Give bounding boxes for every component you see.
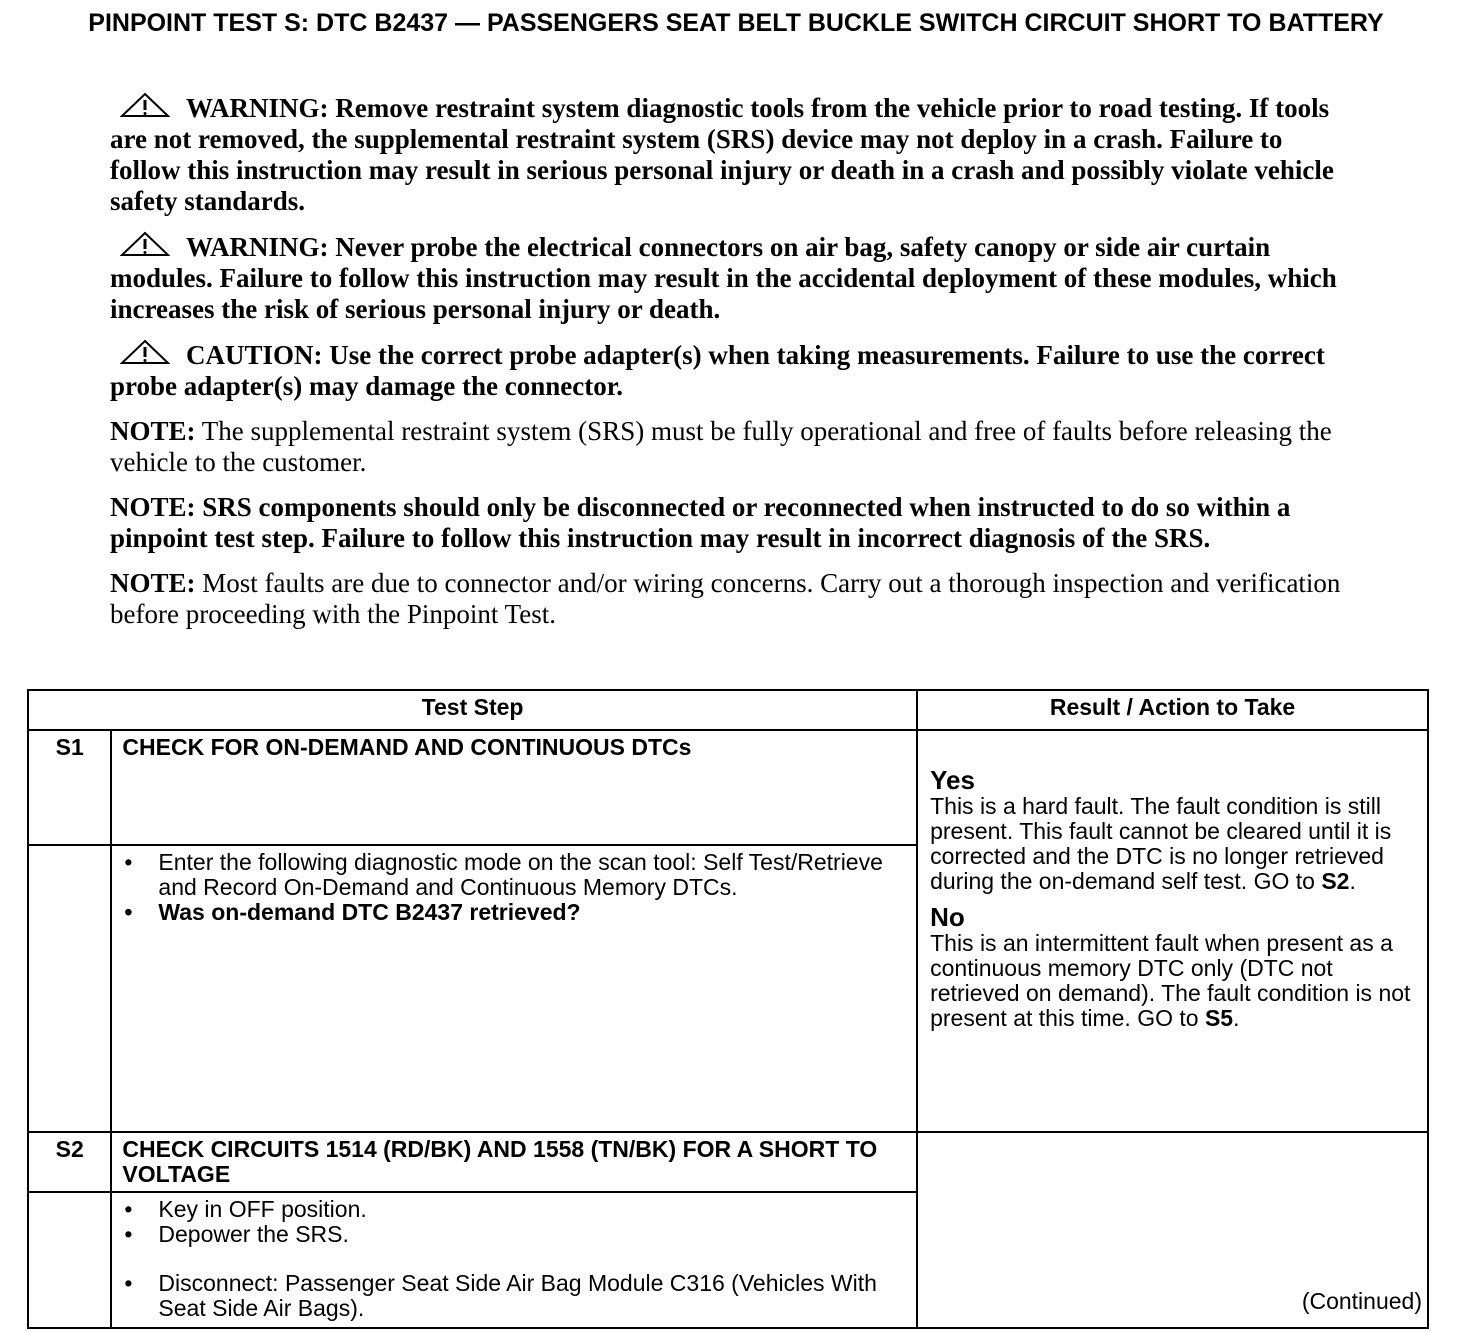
warning-triangle-icon — [120, 231, 170, 257]
warning-label: WARNING: — [186, 93, 329, 123]
list-item: • Was on-demand DTC B2437 retrieved? — [122, 900, 906, 925]
page-title: PINPOINT TEST S: DTC B2437 — PASSENGERS SEAT BELT BUCKLE SWITCH CIRCUIT SHORT TO BATTERY — [88, 9, 1384, 37]
result-no-text: This is an intermittent fault when present as a continuous memory DTC only (DTC not retrieved on demand). The fault condition is not present at this time. GO to — [930, 930, 1411, 1031]
result-yes-label: Yes — [930, 765, 975, 795]
table-header-row — [28, 690, 1428, 730]
note-3 — [110, 568, 1350, 630]
step-heading: CHECK CIRCUITS 1514 (RD/BK) AND 1558 (TN/BK) FOR A SHORT TO VOLTAGE — [111, 1132, 917, 1192]
note-text: SRS components should only be disconnected or reconnected when instructed to do so within a pinpoint test step. Failure to follow this instruction may result in incorrect diagnosis of the SRS. — [110, 492, 1291, 553]
step-number-blank — [28, 845, 111, 1132]
list-item: • Key in OFF position. — [122, 1197, 906, 1222]
step-result — [917, 730, 1428, 1132]
caution-text: Use the correct probe adapter(s) when taking measurements. Failure to use the correct probe adapter(s) may damage the connector. — [110, 340, 1325, 401]
step-number: S2 — [28, 1132, 111, 1192]
result-yes: Yes This is a hard fault. The fault condition is still present. This fault cannot be cleared until it is corrected and the DTC is no longer retrieved during the on-demand self test. GO to S2. — [930, 767, 1417, 894]
list-item: • Enter the following diagnostic mode on the scan tool: Self Test/Retrieve and Record On-Demand and Continuous Memory DTCs. — [122, 850, 906, 900]
result-no: No This is an intermittent fault when present as a continuous memory DTC only (DTC not retrieved on demand). The fault condition is not present at this time. GO to S5. — [930, 904, 1417, 1031]
warning-text: Remove restraint system diagnostic tools from the vehicle prior to road testing. If tools are not removed, the supplemental restraint system (SRS) device may not deploy in a crash. Failure to follow this instruction may result in serious personal injury or death in a crash and possibly violate vehicle safety standards. — [110, 93, 1334, 216]
note-text: Most faults are due to connector and/or wiring concerns. Carry out a thorough inspection and verification before proceeding with the Pinpoint Test. — [110, 568, 1341, 629]
caution-note — [110, 339, 1350, 402]
result-header: Result / Action to Take — [917, 690, 1428, 730]
note-label: NOTE: — [110, 568, 196, 598]
step-instructions — [111, 1192, 917, 1328]
test-step-header: Test Step — [28, 690, 917, 730]
note-2 — [110, 492, 1350, 554]
goto-step-link: S2 — [1321, 868, 1350, 894]
warning-text: Never probe the electrical connectors on air bag, safety canopy or side air curtain modules. Failure to follow this instruction may result in the accidental deployment of these modules, which increases the risk of serious personal injury or death. — [110, 232, 1337, 324]
pinpoint-test-table — [27, 689, 1429, 1329]
step-number-blank — [28, 1192, 111, 1328]
warning-label: WARNING: — [186, 232, 329, 262]
note-1 — [110, 416, 1350, 478]
table-row — [28, 730, 1428, 845]
note-label: NOTE: — [110, 416, 196, 446]
list-item: • Depower the SRS. — [122, 1222, 906, 1247]
result-yes-text: This is a hard fault. The fault condition is still present. This fault cannot be cleared until it is corrected and the DTC is no longer retrieved during the on-demand self test. GO to — [930, 793, 1392, 894]
warning-triangle-icon — [120, 92, 170, 118]
note-text: The supplemental restraint system (SRS) must be fully operational and free of faults before releasing the vehicle to the customer. — [110, 416, 1332, 477]
warning-note-1 — [110, 92, 1350, 217]
result-no-label: No — [930, 902, 965, 932]
warning-triangle-icon — [120, 339, 170, 365]
goto-step-link: S5 — [1204, 1005, 1234, 1031]
step-number: S1 — [28, 730, 111, 845]
warning-note-2 — [110, 231, 1350, 325]
step-heading: CHECK FOR ON-DEMAND AND CONTINUOUS DTCs — [111, 730, 917, 845]
list-item: • Disconnect: Passenger Seat Side Air Bag Module C316 (Vehicles With Seat Side Air Bags). — [122, 1271, 906, 1321]
caution-label: CAUTION: — [186, 340, 323, 370]
step-instructions — [111, 845, 917, 1132]
continued-label: (Continued) — [1301, 1288, 1422, 1314]
table-row — [28, 1132, 1428, 1192]
safety-notes — [110, 92, 1350, 644]
note-label: NOTE: — [110, 492, 196, 522]
